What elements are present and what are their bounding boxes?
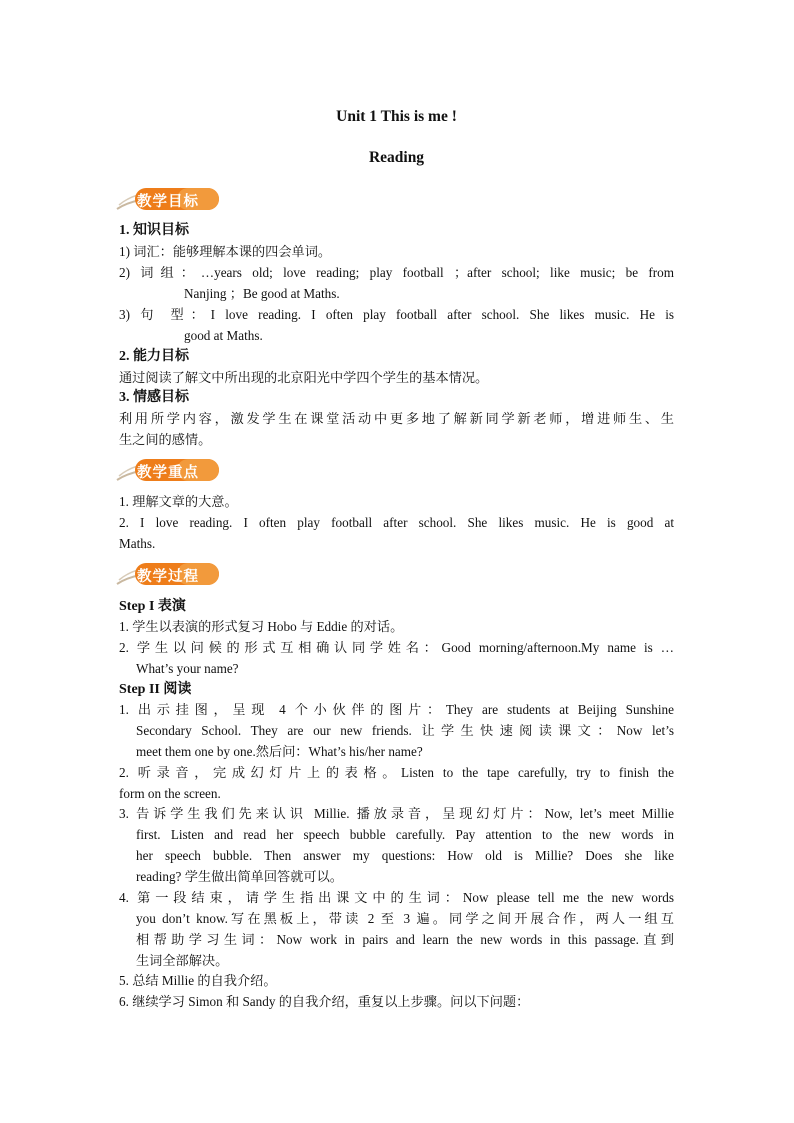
knowledge-item-3-cont: good at Maths. [184,328,263,343]
key-points-badge [115,456,223,484]
key-point-2: 2. I love reading. I often play football after school. She likes music. He is good at [119,515,674,530]
step2-item-4-cont2: 相帮助学习生词：Now work in pairs and learn the new words in this passage.直到 [136,932,674,947]
step2-item-4-cont3: 生词全部解决。 [136,953,229,968]
process-badge-label: 教学过程 [137,569,199,585]
step1-item-2-cont: What’s your name? [136,661,239,676]
step2-item-2: 2. 听录音，完成幻灯片上的表格。Listen to the tape carefully, try to finish the [119,765,674,780]
ability-text: 通过阅读了解文中所出现的北京阳光中学四个学生的基本情况。 [119,370,489,385]
step2-item-3-cont2: her speech bubble. Then answer my questions: How old is Millie? Does she like [136,848,674,863]
step2-heading: Step II 阅读 [119,682,192,697]
step1-heading: Step I 表演 [119,599,186,614]
step2-item-4: 4. 第一段结束，请学生指出课文中的生词：Now please tell me the new words [119,890,674,905]
ability-heading: 2. 能力目标 [119,349,189,364]
emotion-heading: 3. 情感目标 [119,390,189,405]
step2-item-6: 6. 继续学习 Simon 和 Sandy 的自我介绍，重复以上步骤。问以下问题： [119,994,530,1009]
key-points-badge-label: 教学重点 [137,465,199,481]
step1-item-1: 1. 学生以表演的形式复习 Hobo 与 Eddie 的对话。 [119,619,404,634]
emotion-text-cont: 生之间的感情。 [119,432,212,447]
objectives-badge [115,185,223,213]
step2-item-3-cont3: reading? 学生做出简单回答就可以。 [136,869,343,884]
key-point-2-cont: Maths. [119,536,156,551]
emotion-text: 利用所学内容，激发学生在课堂活动中更多地了解新同学新老师，增进师生、生 [119,411,674,426]
objectives-badge-label: 教学目标 [137,194,199,210]
key-point-1: 1. 理解文章的大意。 [119,494,238,509]
process-badge [115,560,223,588]
step2-item-1-cont2: meet them one by one.然后问：What’s his/her name? [136,744,423,759]
knowledge-heading: 1. 知识目标 [119,223,189,238]
knowledge-item-1: 1) 词汇：能够理解本课的四会单词。 [119,244,332,259]
knowledge-item-2: 2) 词组：…years old; love reading; play football ；after school; like music; be from [119,265,674,280]
step2-item-1: 1. 出示挂图，呈现 4 个小伙伴的图片：They are students at Beijing Sunshine [119,702,674,717]
page-subtitle: Reading [368,149,425,166]
step2-item-3-cont: first. Listen and read her speech bubble carefully. Pay attention to the new words in [136,827,674,842]
knowledge-item-2-cont: Nanjing ；Be good at Maths. [184,286,340,301]
step2-item-1-cont: Secondary School. They are our new friends. 让学生快速阅读课文：Now let’s [136,723,674,738]
step2-item-4-cont: you don’t know.写在黑板上，带读 2 至 3 遍。同学之间开展合作，两人一组互 [136,911,674,926]
step2-item-5: 5. 总结 Millie 的自我介绍。 [119,973,277,988]
page-title: Unit 1 This is me ! [336,108,457,125]
step1-item-2: 2. 学生以问候的形式互相确认同学姓名：Good morning/afternoon.My name is … [119,640,674,655]
step2-item-3: 3. 告诉学生我们先来认识 Millie. 播放录音，呈现幻灯片：Now, let’s meet Millie [119,806,674,821]
knowledge-item-3: 3) 句 型：I love reading. I often play football after school. She likes music. He is [119,307,674,322]
step2-item-2-cont: form on the screen. [119,786,221,801]
